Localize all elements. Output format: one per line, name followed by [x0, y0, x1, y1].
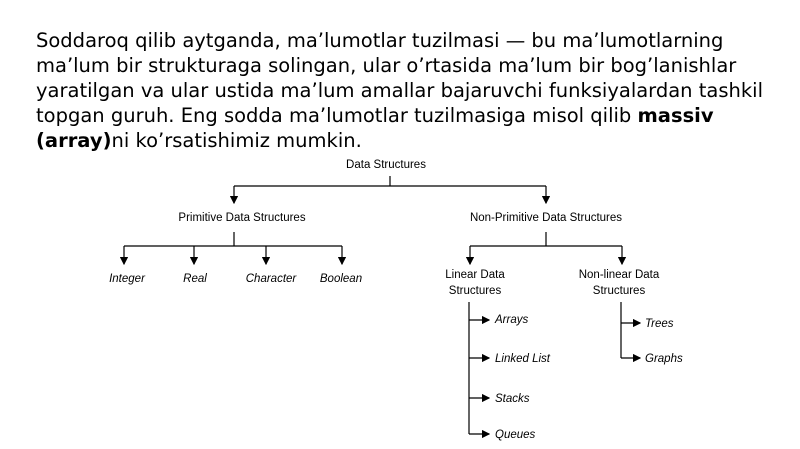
node-primitive: Primitive Data Structures [178, 212, 306, 224]
node-trees: Trees [645, 318, 674, 330]
node-character: Character [245, 273, 297, 285]
node-arrays: Arrays [495, 314, 529, 326]
node-queues: Queues [495, 429, 536, 441]
node-linked-list: Linked List [495, 353, 550, 365]
intro-bold-term: massiv (array) [36, 104, 714, 152]
node-graphs: Graphs [645, 353, 683, 365]
node-integer: Integer [109, 273, 145, 285]
node-linear-line2: Structures [448, 285, 502, 297]
node-linear-line1: Linear Data [445, 269, 505, 281]
node-nonlinear-line2: Structures [592, 285, 646, 297]
node-nonlinear-line1: Non-linear Data [578, 269, 660, 281]
intro-text-end: ni ko’rsatishimiz mumkin. [111, 129, 362, 152]
node-boolean: Boolean [319, 273, 363, 285]
node-root: Data Structures [346, 159, 426, 171]
node-real: Real [183, 273, 207, 285]
intro-text: Soddaroq qilib aytganda, ma’lumotlar tuzilmasi — bu ma’lumotlarning ma’lum bir strukturaga solingan, ular o’rtasida ma’lum bir bog’lanishlar yaratilgan va ular ustida ma’lum amallar bajaruvchi funksiyalardan tashkil topgan guruh. Eng sodda ma’lumotlar tuzilmasiga misol qilib [36, 29, 763, 127]
node-stacks: Stacks [495, 393, 530, 405]
node-non-primitive: Non-Primitive Data Structures [469, 212, 623, 224]
